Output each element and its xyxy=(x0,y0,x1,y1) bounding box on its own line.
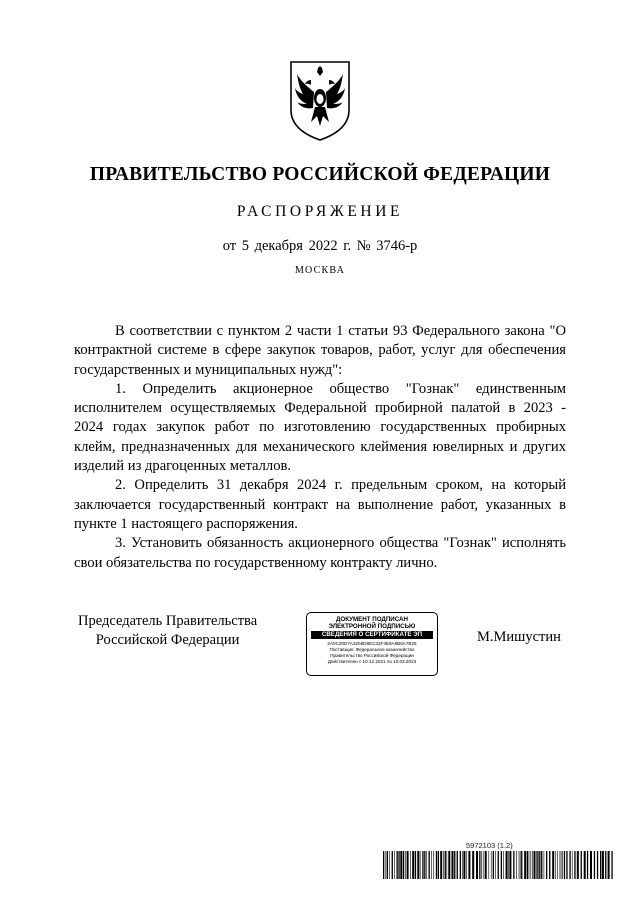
barcode-bar xyxy=(398,851,399,879)
stamp-owner: Правительство Российской Федерации xyxy=(330,653,414,658)
stamp-issuer: Поставщик: Федеральное казначейство xyxy=(329,647,415,652)
barcode-bar xyxy=(405,851,406,879)
barcode-bar xyxy=(436,851,437,879)
barcode-bar xyxy=(489,851,490,879)
barcode-bar xyxy=(521,851,522,879)
paragraph-item-2: 2. Определить 31 декабря 2024 г. предельным сроком, на который заключается государственный контракт на выполнение работ, указанных в пункте 1 настоящего распоряжения. xyxy=(74,477,566,532)
coat-of-arms-emblem xyxy=(285,58,355,142)
barcode-bar xyxy=(552,851,554,879)
barcode-bar xyxy=(594,851,595,879)
barcode-bar xyxy=(509,851,511,879)
barcode-bar xyxy=(412,851,414,879)
barcode-bar xyxy=(531,851,532,879)
barcode-bar xyxy=(443,851,444,879)
barcode-bar xyxy=(562,851,563,879)
barcode-bar xyxy=(513,851,514,879)
barcode-bar xyxy=(532,851,533,879)
barcode-bar xyxy=(519,851,520,879)
barcode-bar xyxy=(541,851,542,879)
barcode-bar xyxy=(433,851,434,879)
barcode-bar xyxy=(561,851,562,879)
barcode-bar xyxy=(536,851,537,879)
barcode-bar xyxy=(590,851,592,879)
barcode-bar xyxy=(491,851,492,879)
barcode-bar xyxy=(386,851,387,879)
barcode-bar xyxy=(577,851,579,879)
barcode-bar xyxy=(457,851,458,879)
stamp-title-line2: ЭЛЕКТРОННОЙ ПОДПИСЬЮ xyxy=(328,623,416,630)
signatory-position xyxy=(78,612,257,650)
barcode-bar xyxy=(524,851,526,879)
barcode-bar xyxy=(389,851,390,879)
barcode-bar xyxy=(557,851,558,879)
barcode-bar xyxy=(466,851,467,879)
barcode-bar xyxy=(415,851,416,879)
barcode-bar xyxy=(445,851,446,879)
barcode-bar xyxy=(566,851,567,879)
barcode-bar xyxy=(394,851,395,879)
barcode-bar xyxy=(539,851,540,879)
barcode-bar xyxy=(516,851,517,879)
barcode-bar xyxy=(611,851,612,879)
barcode-bar xyxy=(438,851,439,879)
signatory-position-line2: Российской Федерации xyxy=(95,632,240,648)
barcode-bar xyxy=(407,851,409,879)
barcode xyxy=(383,851,613,879)
barcode-bar xyxy=(429,851,430,879)
barcode-bar xyxy=(493,851,494,879)
barcode-bar xyxy=(569,851,570,879)
barcode-bar xyxy=(448,851,450,879)
barcode-bar xyxy=(506,851,508,879)
government-title: ПРАВИТЕЛЬСТВО РОССИЙСКОЙ ФЕДЕРАЦИИ xyxy=(89,164,551,185)
document-city: МОСКВА xyxy=(294,265,346,276)
barcode-bar xyxy=(383,851,384,879)
barcode-bar xyxy=(605,851,606,879)
barcode-bar xyxy=(417,851,419,879)
barcode-bar xyxy=(479,851,480,879)
document-type: РАСПОРЯЖЕНИЕ xyxy=(236,203,404,220)
barcode-bar xyxy=(581,851,582,879)
signatory-position-line1: Председатель Правительства xyxy=(78,613,258,629)
barcode-bar xyxy=(527,851,528,879)
barcode-bar xyxy=(600,851,601,879)
barcode-bar xyxy=(537,851,538,879)
barcode-bar xyxy=(447,851,448,879)
barcode-bar xyxy=(602,851,604,879)
signatory-name: М.Мишустин xyxy=(477,629,561,645)
barcode-bar xyxy=(503,851,504,879)
barcode-bar xyxy=(476,851,478,879)
barcode-bar xyxy=(508,851,509,879)
barcode-bar xyxy=(468,851,470,879)
stamp-cert-id: 2A0C20D7A3258D8EC32F4E9A8B6A7B25 xyxy=(327,641,417,646)
barcode-bar xyxy=(392,851,393,879)
barcode-bar xyxy=(387,851,388,879)
stamp-title-line1: ДОКУМЕНТ ПОДПИСАН xyxy=(336,616,408,623)
barcode-bar xyxy=(574,851,575,879)
paragraph-item-3: 3. Установить обязанность акционерного общества "Гознак" исполнять свои обязательства по государственному контракту лично. xyxy=(74,535,566,571)
barcode-bar xyxy=(584,851,586,879)
barcode-bar xyxy=(597,851,598,879)
barcode-bar xyxy=(546,851,547,879)
barcode-bar xyxy=(485,851,487,879)
barcode-bar xyxy=(422,851,423,879)
barcode-bar xyxy=(529,851,530,879)
barcode-bar xyxy=(555,851,556,879)
barcode-bar xyxy=(564,851,565,879)
document-date-number: от 5 декабря 2022 г. № 3746-р xyxy=(222,238,418,254)
barcode-bar xyxy=(587,851,588,879)
barcode-bar xyxy=(560,851,561,879)
barcode-bar xyxy=(397,851,398,879)
barcode-bar xyxy=(431,851,432,879)
electronic-signature-stamp xyxy=(306,612,438,676)
document-number: 5972103 (1.2) xyxy=(466,841,513,850)
barcode-bar xyxy=(452,851,454,879)
paragraph-preamble: В соответствии с пунктом 2 части 1 статьи 93 Федерального закона "О контрактной системе в сфере закупок товаров, работ, услуг для обеспечения государственных и муниципальных нужд": xyxy=(74,323,566,378)
barcode-bar xyxy=(495,851,496,879)
barcode-bar xyxy=(462,851,463,879)
barcode-bar xyxy=(544,851,545,879)
barcode-bar xyxy=(440,851,442,879)
barcode-bar xyxy=(534,851,536,879)
stamp-validity: Действителен с 10.12.2021 по 10.03.2023 xyxy=(327,659,417,664)
barcode-bar xyxy=(403,851,404,879)
barcode-bar xyxy=(481,851,482,879)
barcode-bar xyxy=(483,851,484,879)
stamp-cert-header: СВЕДЕНИЯ О СЕРТИФИКАТЕ ЭП xyxy=(311,631,433,639)
barcode-bar xyxy=(572,851,573,879)
barcode-bar xyxy=(472,851,474,879)
barcode-bar xyxy=(520,851,521,879)
barcode-bar xyxy=(424,851,425,879)
document-body xyxy=(74,322,566,573)
barcode-bar xyxy=(460,851,461,879)
barcode-bar xyxy=(426,851,427,879)
barcode-bar xyxy=(454,851,455,879)
barcode-bar xyxy=(501,851,502,879)
barcode-bar xyxy=(420,851,421,879)
barcode-bar xyxy=(400,851,402,879)
barcode-bar xyxy=(463,851,465,879)
barcode-bar xyxy=(608,851,610,879)
barcode-bar xyxy=(549,851,550,879)
barcode-bar xyxy=(498,851,499,879)
paragraph-item-1: 1. Определить акционерное общество "Гознак" единственным исполнителем осуществляемых Федеральной пробирной палатой в 2023 - 2024 годах закупок работ по изготовлению государственных пробирных клейм, предназначенных для механического клеймения ювелирных и других изделий из драгоценных металлов. xyxy=(74,380,566,475)
barcode-bar xyxy=(410,851,411,879)
